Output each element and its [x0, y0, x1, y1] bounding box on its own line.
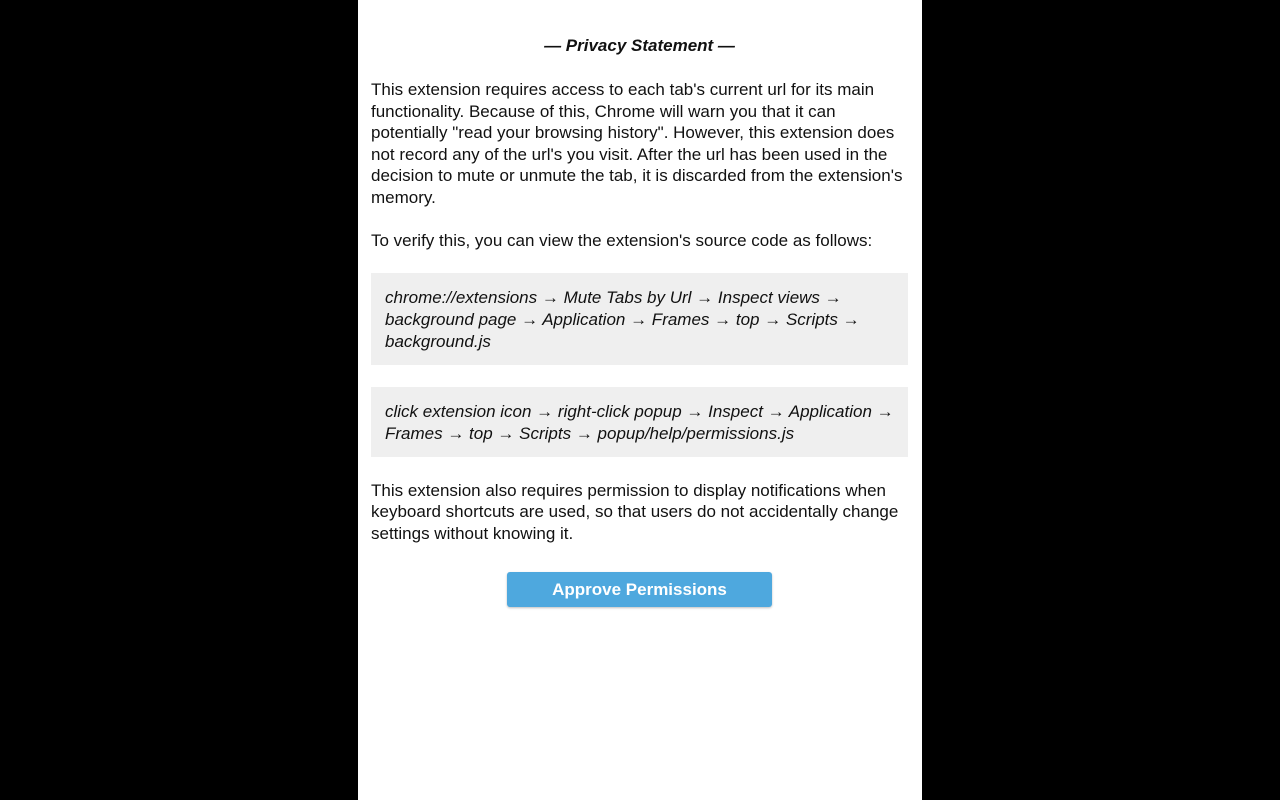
- approve-permissions-button[interactable]: Approve Permissions: [507, 572, 772, 607]
- source-path-background: chrome://extensions → Mute Tabs by Url → Inspect views → background page → Application → Frames → top → Scripts → background.js: [371, 273, 908, 365]
- button-container: [371, 572, 908, 607]
- source-path-popup: click extension icon → right-click popup → Inspect → Application → Frames → top → Scripts → popup/help/permissions.js: [371, 387, 908, 457]
- privacy-panel: [358, 0, 922, 800]
- privacy-paragraph-verify: To verify this, you can view the extension's source code as follows:: [371, 231, 873, 250]
- page-title: — Privacy Statement —: [544, 36, 735, 55]
- privacy-paragraph-notifications: This extension also requires permission to display notifications when keyboard shortcuts are used, so that users do not accidentally change settings without knowing it.: [371, 480, 899, 543]
- privacy-paragraph-url-access: This extension requires access to each tab's current url for its main functionality. Because of this, Chrome will warn you that it can potentially "read your browsing history". However, this extension does not record any of the url's you visit. After the url has been used in the decision to mute or unmute the tab, it is discarded from the extension's memory.: [371, 80, 903, 207]
